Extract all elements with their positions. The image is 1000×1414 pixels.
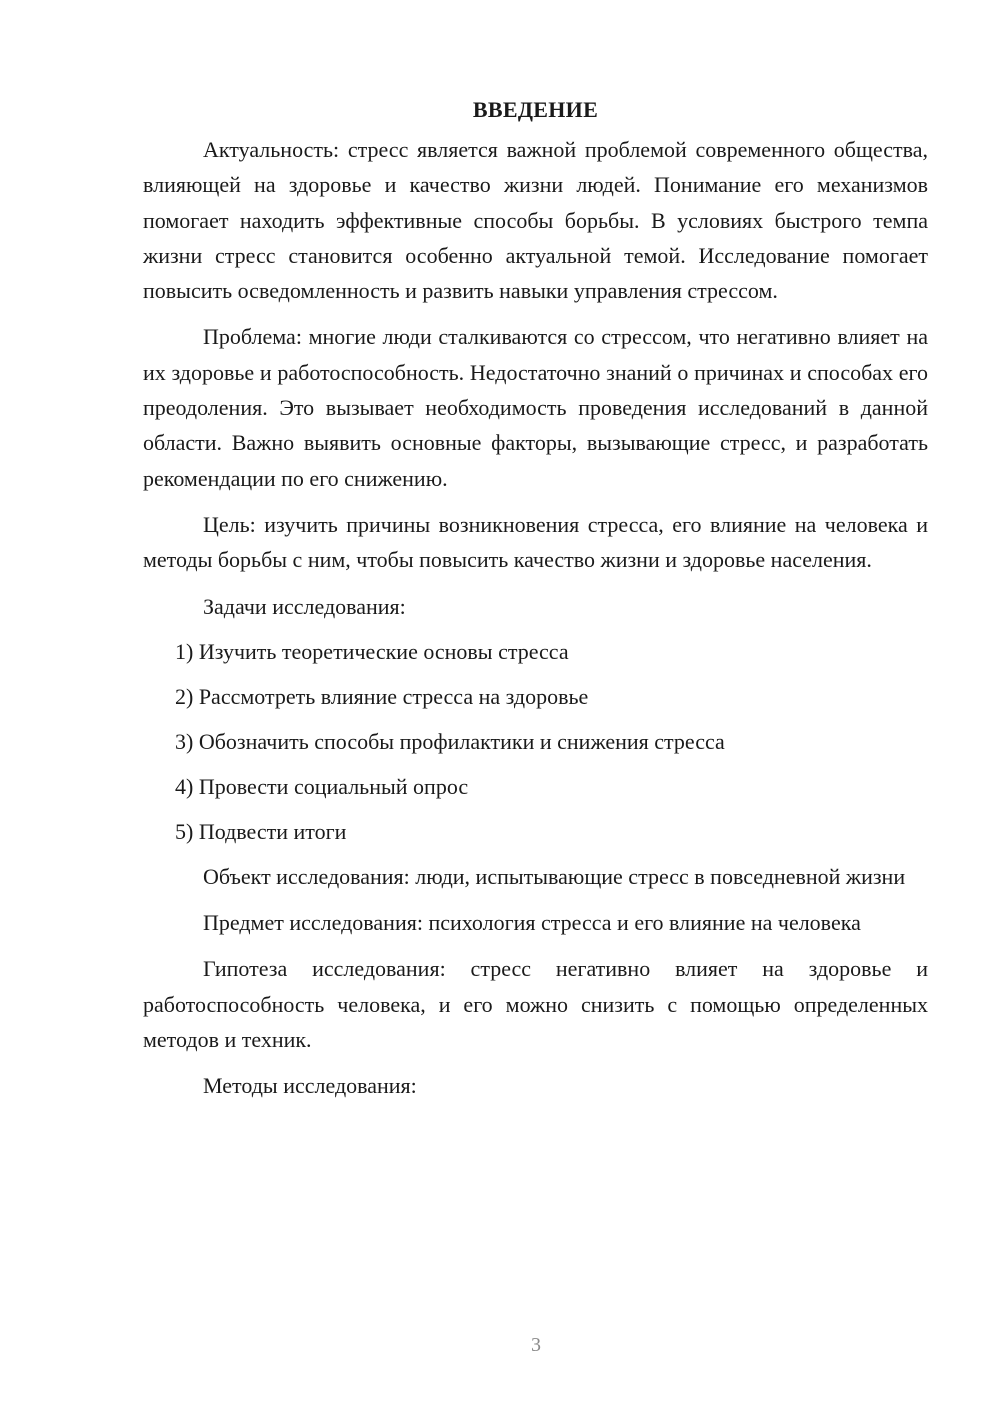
- section-heading: ВВЕДЕНИЕ: [472, 97, 599, 122]
- goal-paragraph: Цель: изучить причины возникновения стресса, его влияние на человека и методы борьбы с ним, чтобы повысить качество жизни и здоровье населения.: [143, 511, 928, 573]
- relevance-paragraph: Актуальность: стресс является важной проблемой современного общества, влияющей на здоровье и качество жизни людей. Понимание его механизмов помогает находить эффективные способы борьбы. В условиях быстрого темпа жизни стресс становится особенно актуальной темой. Исследование помогает повысить осведомленность и развить навыки управления стрессом.: [143, 137, 928, 304]
- object-paragraph: Объект исследования: люди, испытывающие стресс в повседневной жизни: [203, 863, 906, 889]
- hypothesis-paragraph: Гипотеза исследования: стресс негативно влияет на здоровье и работоспособность человека, и его можно снизить с помощью определенных методов и техник.: [143, 956, 928, 1053]
- list-item: 3) Обозначить способы профилактики и снижения стресса: [175, 728, 725, 754]
- subject-paragraph: Предмет исследования: психология стресса и его влияние на человека: [203, 910, 861, 936]
- list-item: 4) Провести социальный опрос: [175, 773, 469, 799]
- page-number: 3: [531, 1334, 541, 1356]
- methods-title: Методы исследования:: [203, 1073, 417, 1099]
- document-page: [143, 92, 928, 1114]
- tasks-title: Задачи исследования:: [203, 593, 406, 619]
- problem-paragraph: Проблема: многие люди сталкиваются со стрессом, что негативно влияет на их здоровье и работоспособность. Недостаточно знаний о причинах и способах его преодоления. Это вызывает необходимость проведения исследований в данной области. Важно выявить основные факторы, вызывающие стресс, и разработать рекомендации по его снижению.: [143, 324, 928, 491]
- list-item: 5) Подвести итоги: [175, 818, 347, 844]
- list-item: 2) Рассмотреть влияние стресса на здоровье: [175, 683, 589, 709]
- tasks-list: [143, 634, 928, 849]
- list-item: 1) Изучить теоретические основы стресса: [175, 638, 569, 664]
